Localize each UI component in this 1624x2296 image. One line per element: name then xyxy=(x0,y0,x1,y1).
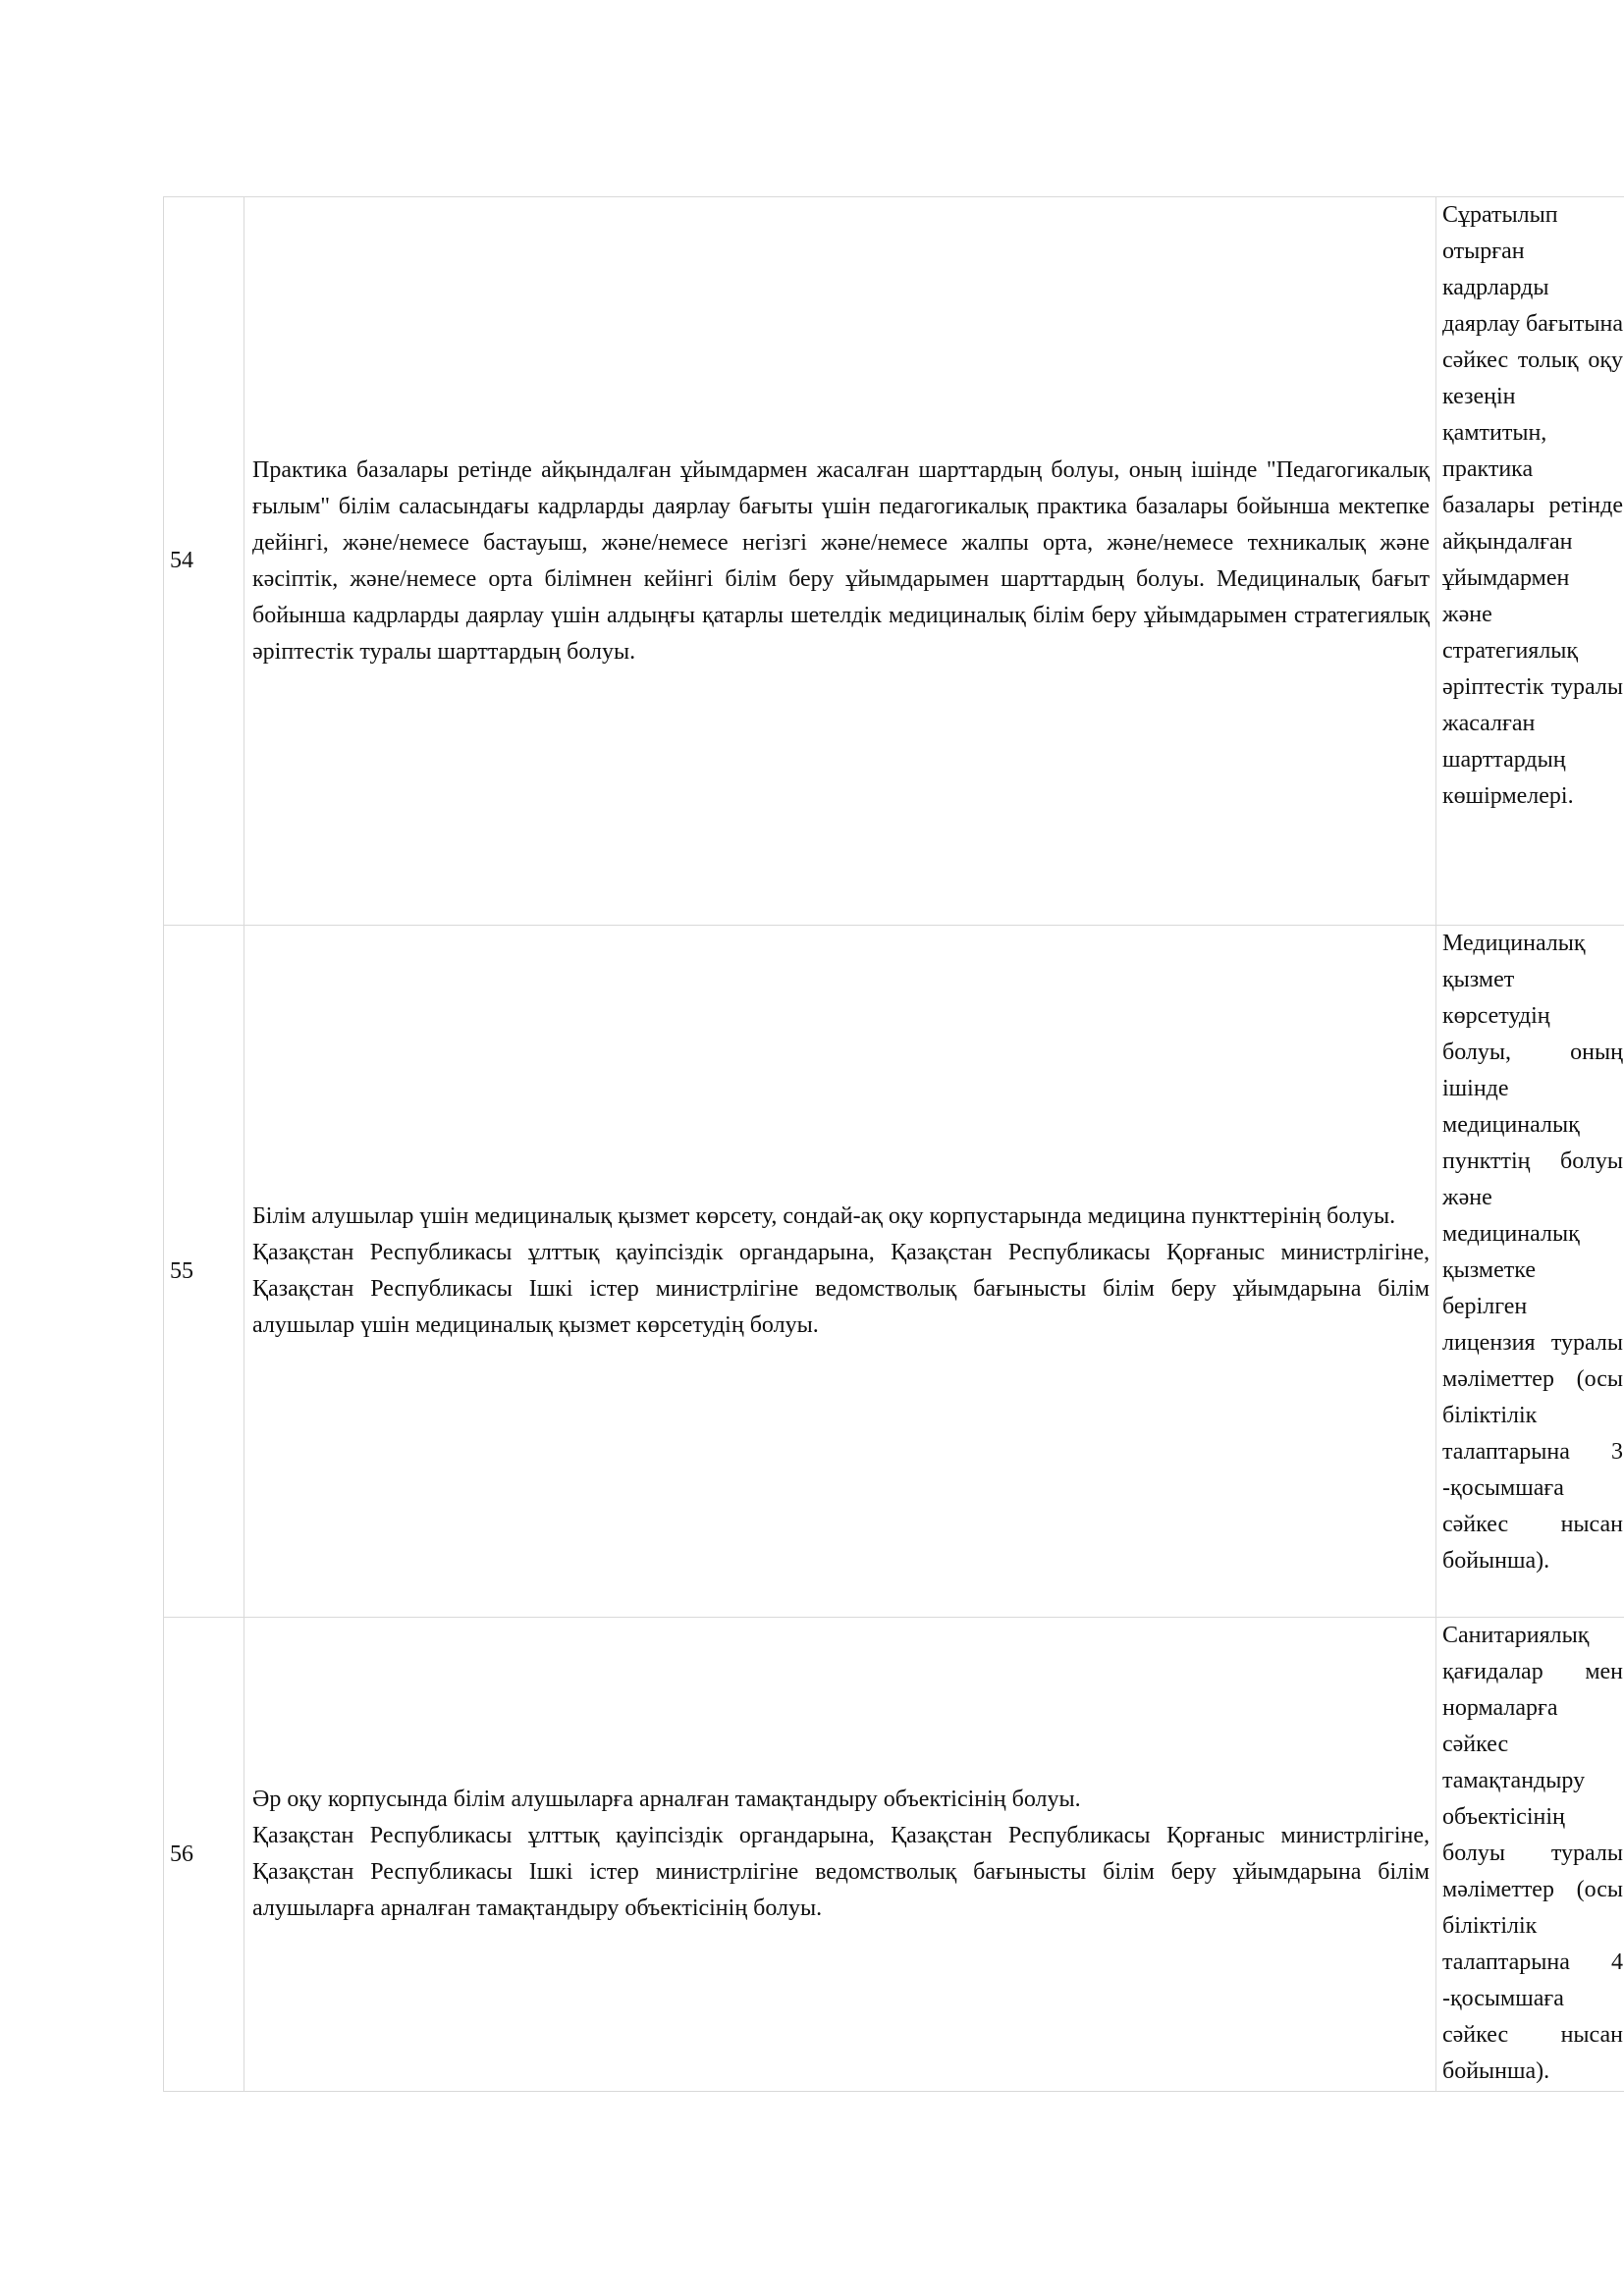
requirement-line: Қазақстан Республикасы ұлттық қауіпсіздік органдарына, Қазақстан Республикасы Қорғаныс министрлігіне, Қазақстан Республикасы Ішкі істер министрлігіне ведомстволық бағыныcты білім беру ұйымдарына білім алушылар үшін медициналық қызмет көрсетудің болуы. xyxy=(252,1240,1430,1338)
requirement-line: Білім алушылар үшін медициналық қызмет көрсету, сондай-ақ оқу корпустарында медицина пункттерінің болуы. xyxy=(252,1203,1396,1229)
documents-cell xyxy=(1436,1618,1624,2092)
row-number: 56 xyxy=(164,1618,244,2092)
documents-text: Сұратылып отырған кадрларды даярлау бағытына сәйкес толық оқу кезеңін қамтитын, практика базалары ретінде айқындалған ұйымдармен және стратегиялық әріптестік туралы жасалған шарттардың көшірмелері. xyxy=(1442,202,1623,809)
requirement-line: Қазақстан Республикасы ұлттық қауіпсіздік органдарына, Қазақстан Республикасы Қорғаныс министрлігіне, Қазақстан Республикасы Ішкі істер министрлігіне ведомстволық бағыныcты білім беру ұйымдарына білім алушыларға арналған тамақтандыру объектісінің болуы. xyxy=(252,1823,1430,1921)
requirement-text xyxy=(244,1618,1436,2092)
requirement-text xyxy=(244,926,1436,1618)
documents-text: Санитариялық қағидалар мен нормаларға сәйкес тамақтандыру объектісінің болуы туралы мәліметтер (осы біліктілік талаптарына 4 -қосымшаға сәйкес нысан бойынша). xyxy=(1442,1623,1623,2084)
documents-cell xyxy=(1436,197,1624,926)
table-row xyxy=(164,926,1624,1618)
table-row xyxy=(164,1618,1624,2092)
documents-text: Медициналық қызмет көрсетудің болуы, оның ішінде медициналық пункттің болуы және медициналық қызметке берілген лицензия туралы мәліметтер (осы біліктілік талаптарына 3 -қосымшаға сәйкес нысан бойынша). xyxy=(1442,931,1623,1574)
requirements-table xyxy=(163,196,1624,2092)
documents-cell xyxy=(1436,926,1624,1618)
requirement-line: Әр оқу корпусында білім алушыларға арналған тамақтандыру объектісінің болуы. xyxy=(252,1787,1081,1812)
table-row xyxy=(164,197,1624,926)
requirement-text: Практика базалары ретінде айқындалған ұйымдармен жасалған шарттардың болуы, оның ішінде "Педагогикалық ғылым" білім саласындағы кадрларды даярлау бағыты үшін педагогикалық практика базалары бойынша мектепке дейінгі, және/немесе бастауыш, және/немесе негізгі және/немесе жалпы орта, және/немесе техникалық және кәсіптік, және/немесе орта білімнен кейінгі білім беру ұйымдарымен шарттардың болуы. Медициналық бағыт бойынша кадрларды даярлау үшін алдыңғы қатарлы шетелдік медициналық білім беру ұйымдарымен стратегиялық әріптестік туралы шарттардың болуы. xyxy=(244,197,1436,926)
row-number: 55 xyxy=(164,926,244,1618)
row-number: 54 xyxy=(164,197,244,926)
